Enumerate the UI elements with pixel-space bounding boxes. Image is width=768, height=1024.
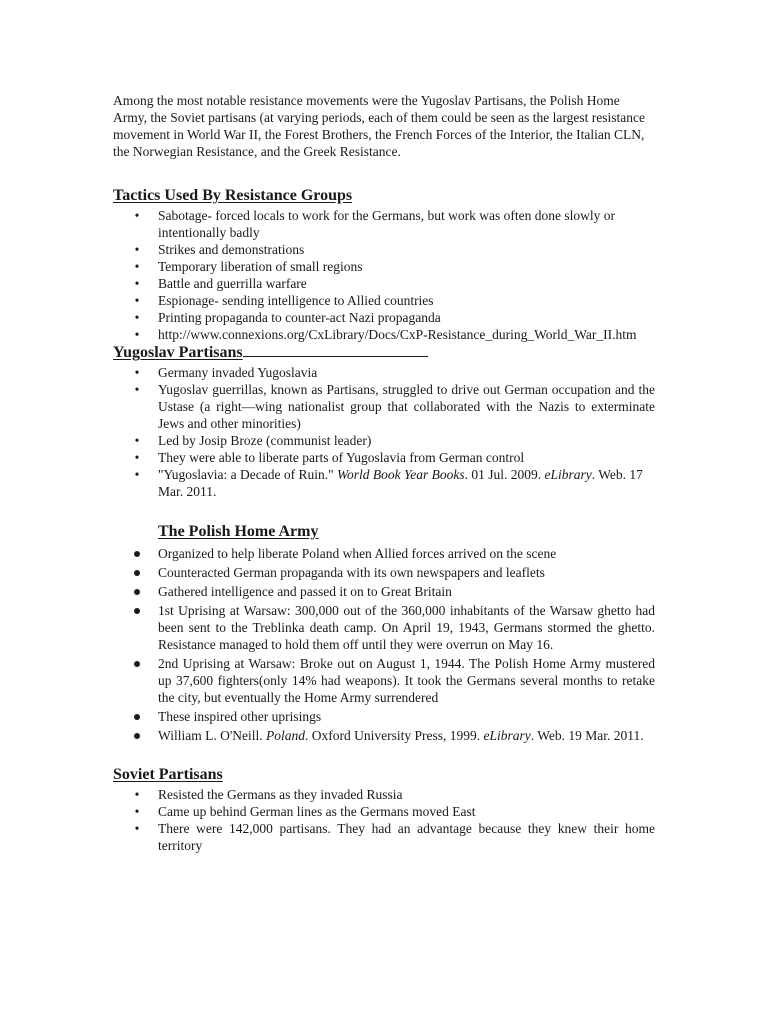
list-item: Gathered intelligence and passed it on to Great Britain	[113, 583, 655, 600]
yugoslav-list	[113, 364, 655, 500]
section-title-polish: The Polish Home Army	[158, 523, 319, 540]
list-item: Organized to help liberate Poland when Allied forces arrived on the scene	[113, 545, 655, 562]
list-item: • Sabotage- forced locals to work for the Germans, but work was often done slowly or intentionally badly	[113, 207, 655, 241]
section-title-soviet: Soviet Partisans	[113, 766, 223, 783]
section-title-tactics: Tactics Used By Resistance Groups	[113, 187, 353, 204]
list-item: • Germany invaded Yugoslavia	[113, 364, 655, 381]
bullet-icon: •	[134, 450, 140, 465]
list-item: • Yugoslav guerrillas, known as Partisans, struggled to drive out German occupation and the Ustase (a right—wing nationalist group that collaborated with the Nazis to exterminate Jews and other minorities)	[113, 381, 655, 432]
list-item: • Led by Josip Broze (communist leader)	[113, 432, 655, 449]
bullet-icon: •	[134, 310, 140, 325]
soviet-list	[113, 786, 655, 854]
bullet-icon	[132, 727, 142, 744]
bullet-icon: •	[134, 365, 140, 380]
list-item: • They were able to liberate parts of Yugoslavia from German control	[113, 449, 655, 466]
polish-list	[113, 545, 655, 744]
list-item: These inspired other uprisings	[113, 708, 655, 725]
bullet-icon: •	[134, 433, 140, 448]
list-item: Counteracted German propaganda with its own newspapers and leaflets	[113, 564, 655, 581]
bullet-icon: •	[134, 382, 140, 397]
source-link[interactable]: http://www.connexions.org/CxLibrary/Docs/CxP-Resistance_during_World_War_II.htm	[158, 327, 637, 342]
citation-item: William L. O'Neill. Poland. Oxford University Press, 1999. eLibrary. Web. 19 Mar. 2011.	[113, 727, 655, 744]
list-item: • Resisted the Germans as they invaded Russia	[113, 786, 655, 803]
document-body	[113, 92, 655, 854]
title-underline-extension	[243, 343, 428, 357]
bullet-icon: •	[134, 467, 140, 482]
bullet-icon: •	[134, 259, 140, 274]
bullet-icon	[132, 655, 142, 672]
bullet-icon	[132, 708, 142, 725]
section-title-yugoslav: Yugoslav Partisans	[113, 343, 655, 362]
bullet-icon: •	[134, 787, 140, 802]
list-item: • Battle and guerrilla warfare	[113, 275, 655, 292]
citation-item: • "Yugoslavia: a Decade of Ruin." World Book Year Books. 01 Jul. 2009. eLibrary. Web. 17 Mar. 2011.	[113, 466, 655, 500]
bullet-icon: •	[134, 242, 140, 257]
list-item: • Temporary liberation of small regions	[113, 258, 655, 275]
bullet-icon: •	[134, 208, 140, 223]
bullet-icon: •	[134, 804, 140, 819]
bullet-icon	[132, 564, 142, 581]
bullet-icon: •	[134, 293, 140, 308]
bullet-icon	[132, 602, 142, 619]
intro-paragraph: Among the most notable resistance movements were the Yugoslav Partisans, the Polish Home Army, the Soviet partisans (at varying periods, each of them could be seen as the largest resistance movement in World War II, the Forest Brothers, the French Forces of the Interior, the Italian CLN, the Norwegian Resistance, and the Greek Resistance.	[113, 93, 645, 159]
list-item: 2nd Uprising at Warsaw: Broke out on August 1, 1944. The Polish Home Army mustered up 37,600 fighters(only 14% had weapons). It took the Germans several months to retake the city, but eventually the Home Army surrendered	[113, 655, 655, 706]
bullet-icon: •	[134, 327, 140, 342]
list-item: • Espionage- sending intelligence to Allied countries	[113, 292, 655, 309]
list-item: 1st Uprising at Warsaw: 300,000 out of the 360,000 inhabitants of the Warsaw ghetto had been sent to the Treblinka death camp. On April 19, 1943, Germans stormed the ghetto. Resistance managed to hold them off until they were overrun on May 16.	[113, 602, 655, 653]
bullet-icon: •	[134, 821, 140, 836]
tactics-list	[113, 207, 655, 343]
list-item: • Strikes and demonstrations	[113, 241, 655, 258]
list-item: • Printing propaganda to counter-act Nazi propaganda	[113, 309, 655, 326]
source-link-item	[113, 326, 655, 343]
bullet-icon	[132, 583, 142, 600]
list-item: • There were 142,000 partisans. They had an advantage because they knew their home territory	[113, 820, 655, 854]
list-item: • Came up behind German lines as the Germans moved East	[113, 803, 655, 820]
bullet-icon	[132, 545, 142, 562]
bullet-icon: •	[134, 276, 140, 291]
